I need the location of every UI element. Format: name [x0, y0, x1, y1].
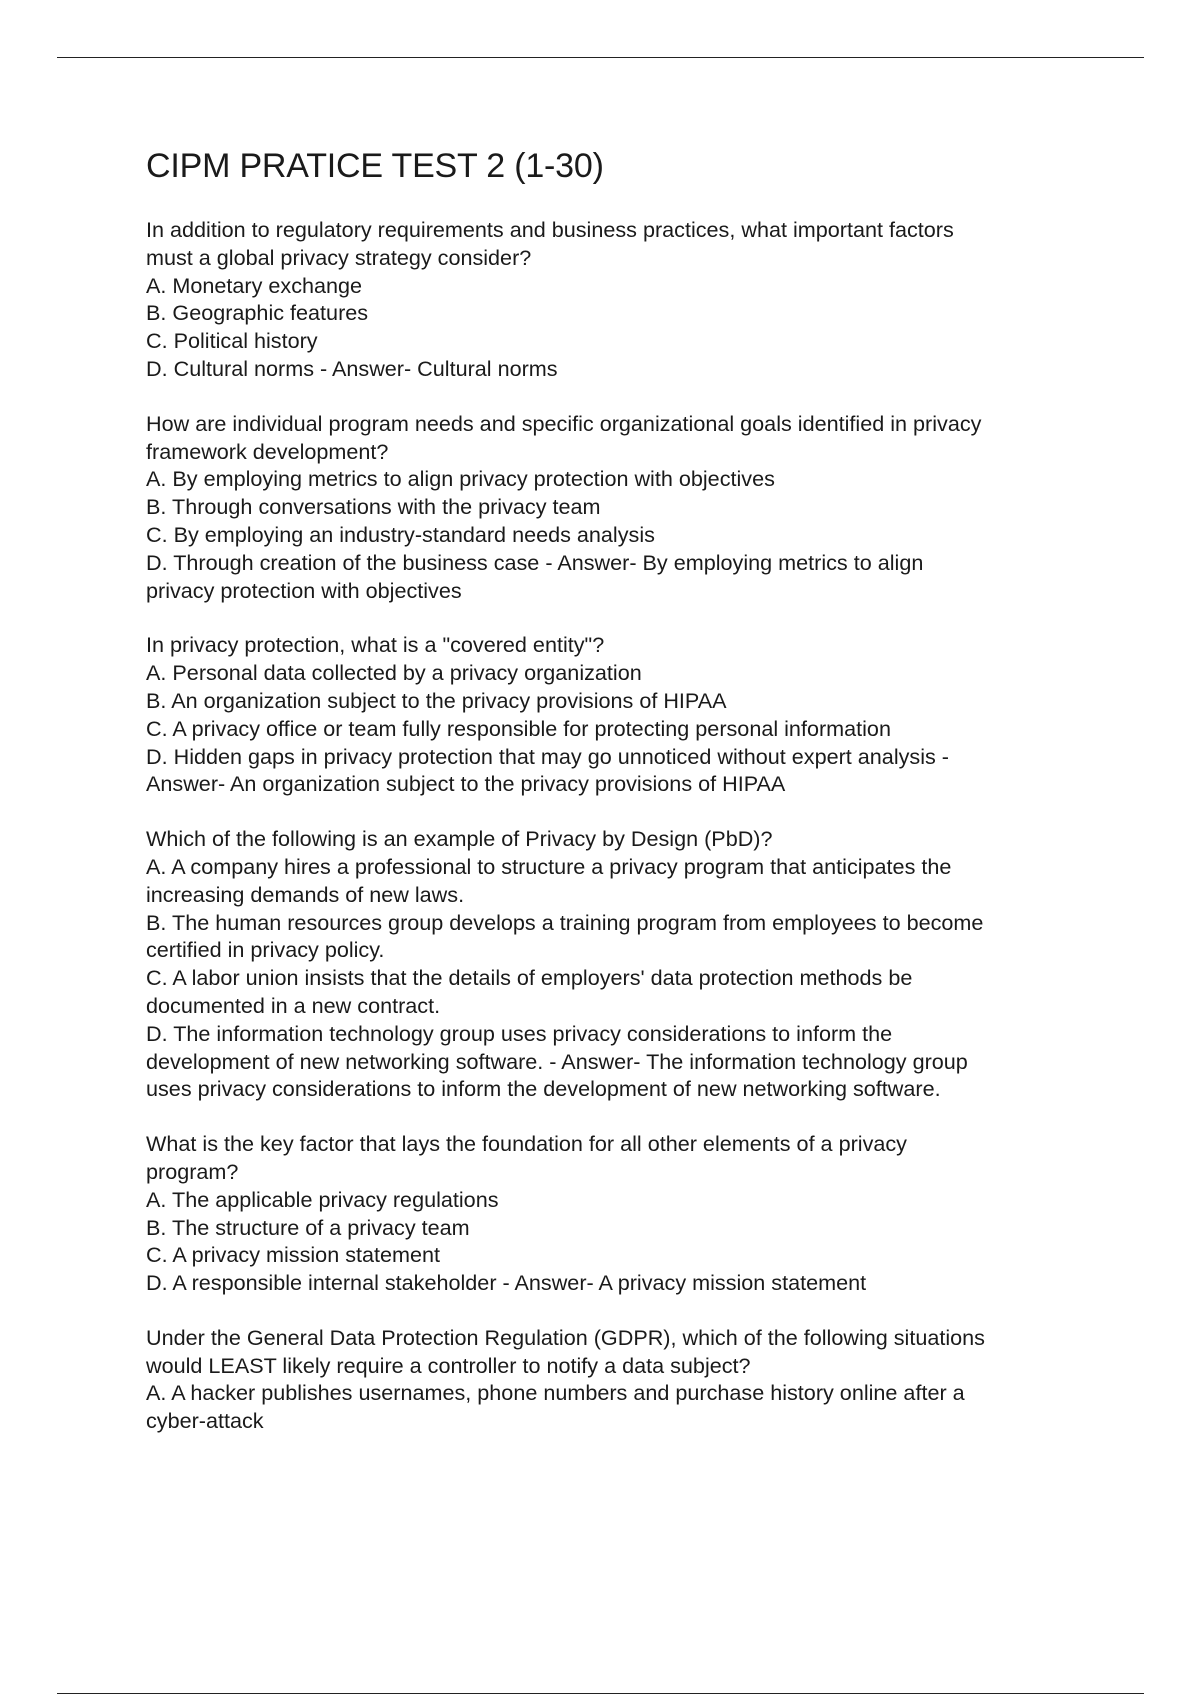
- question-text-line: A. A company hires a professional to structure a privacy program that anticipates the: [146, 853, 952, 879]
- question-text-line: C. A labor union insists that the details of employers' data protection methods be: [146, 965, 913, 991]
- question-text-line: B. Geographic features: [146, 300, 369, 326]
- question-text-line: cyber-attack: [146, 1408, 264, 1434]
- top-rule: [57, 57, 1144, 58]
- question-text-line: B. The human resources group develops a training program from employees to become: [146, 909, 984, 935]
- question-block: [146, 1130, 1106, 1297]
- question-text-line: program?: [146, 1158, 239, 1184]
- question-list: [146, 216, 1106, 1435]
- question-text-line: A. The applicable privacy regulations: [146, 1186, 499, 1212]
- question-text-line: A. Monetary exchange: [146, 272, 363, 298]
- question-text-line: D. Hidden gaps in privacy protection that may go unnoticed without expert analysis -: [146, 743, 949, 769]
- question-text-line: C. Political history: [146, 328, 318, 354]
- question-text-line: Which of the following is an example of Privacy by Design (PbD)?: [146, 826, 773, 852]
- question-text-line: C. A privacy mission statement: [146, 1242, 441, 1268]
- question-text-line: increasing demands of new laws.: [146, 881, 465, 907]
- question-text-line: B. Through conversations with the privacy team: [146, 494, 601, 520]
- document-title: CIPM PRATICE TEST 2 (1-30): [146, 147, 604, 185]
- question-text-line: documented in a new contract.: [146, 992, 441, 1018]
- question-block: [146, 825, 1106, 1103]
- question-text-line: must a global privacy strategy consider?: [146, 244, 532, 270]
- question-block: [146, 216, 1106, 383]
- question-text-line: A. A hacker publishes usernames, phone numbers and purchase history online after a: [146, 1380, 965, 1406]
- question-text-line: B. An organization subject to the privacy provisions of HIPAA: [146, 687, 727, 713]
- question-text-line: development of new networking software. - Answer- The information technology group: [146, 1048, 968, 1074]
- question-text-line: framework development?: [146, 438, 389, 464]
- question-text-line: Under the General Data Protection Regulation (GDPR), which of the following situations: [146, 1324, 985, 1350]
- question-text-line: privacy protection with objectives: [146, 577, 462, 603]
- question-text-line: A. By employing metrics to align privacy protection with objectives: [146, 466, 775, 492]
- question-text-line: C. A privacy office or team fully responsible for protecting personal information: [146, 715, 891, 741]
- question-text-line: D. Cultural norms - Answer- Cultural norms: [146, 355, 558, 381]
- question-text-line: A. Personal data collected by a privacy organization: [146, 660, 642, 686]
- question-text-line: certified in privacy policy.: [146, 937, 385, 963]
- question-text-line: What is the key factor that lays the foundation for all other elements of a privacy: [146, 1131, 907, 1157]
- document-body: [146, 140, 1106, 1462]
- question-text-line: How are individual program needs and specific organizational goals identified in privacy: [146, 410, 982, 436]
- question-text-line: uses privacy considerations to inform the development of new networking software.: [146, 1076, 941, 1102]
- question-text-line: In privacy protection, what is a "covered entity"?: [146, 632, 605, 658]
- question-text-line: In addition to regulatory requirements and business practices, what important factors: [146, 217, 954, 242]
- question-text-line: D. Through creation of the business case - Answer- By employing metrics to align: [146, 549, 924, 575]
- question-block: [146, 410, 1106, 605]
- question-text-line: C. By employing an industry-standard needs analysis: [146, 521, 655, 547]
- question-text-line: B. The structure of a privacy team: [146, 1214, 470, 1240]
- question-text-line: D. The information technology group uses privacy considerations to inform the: [146, 1020, 893, 1046]
- question-text-line: D. A responsible internal stakeholder - Answer- A privacy mission statement: [146, 1270, 867, 1296]
- question-block: [146, 1324, 1106, 1435]
- question-block: [146, 631, 1106, 798]
- question-text-line: would LEAST likely require a controller to notify a data subject?: [146, 1352, 751, 1378]
- question-text-line: Answer- An organization subject to the privacy provisions of HIPAA: [146, 771, 786, 797]
- bottom-rule: [57, 1693, 1144, 1694]
